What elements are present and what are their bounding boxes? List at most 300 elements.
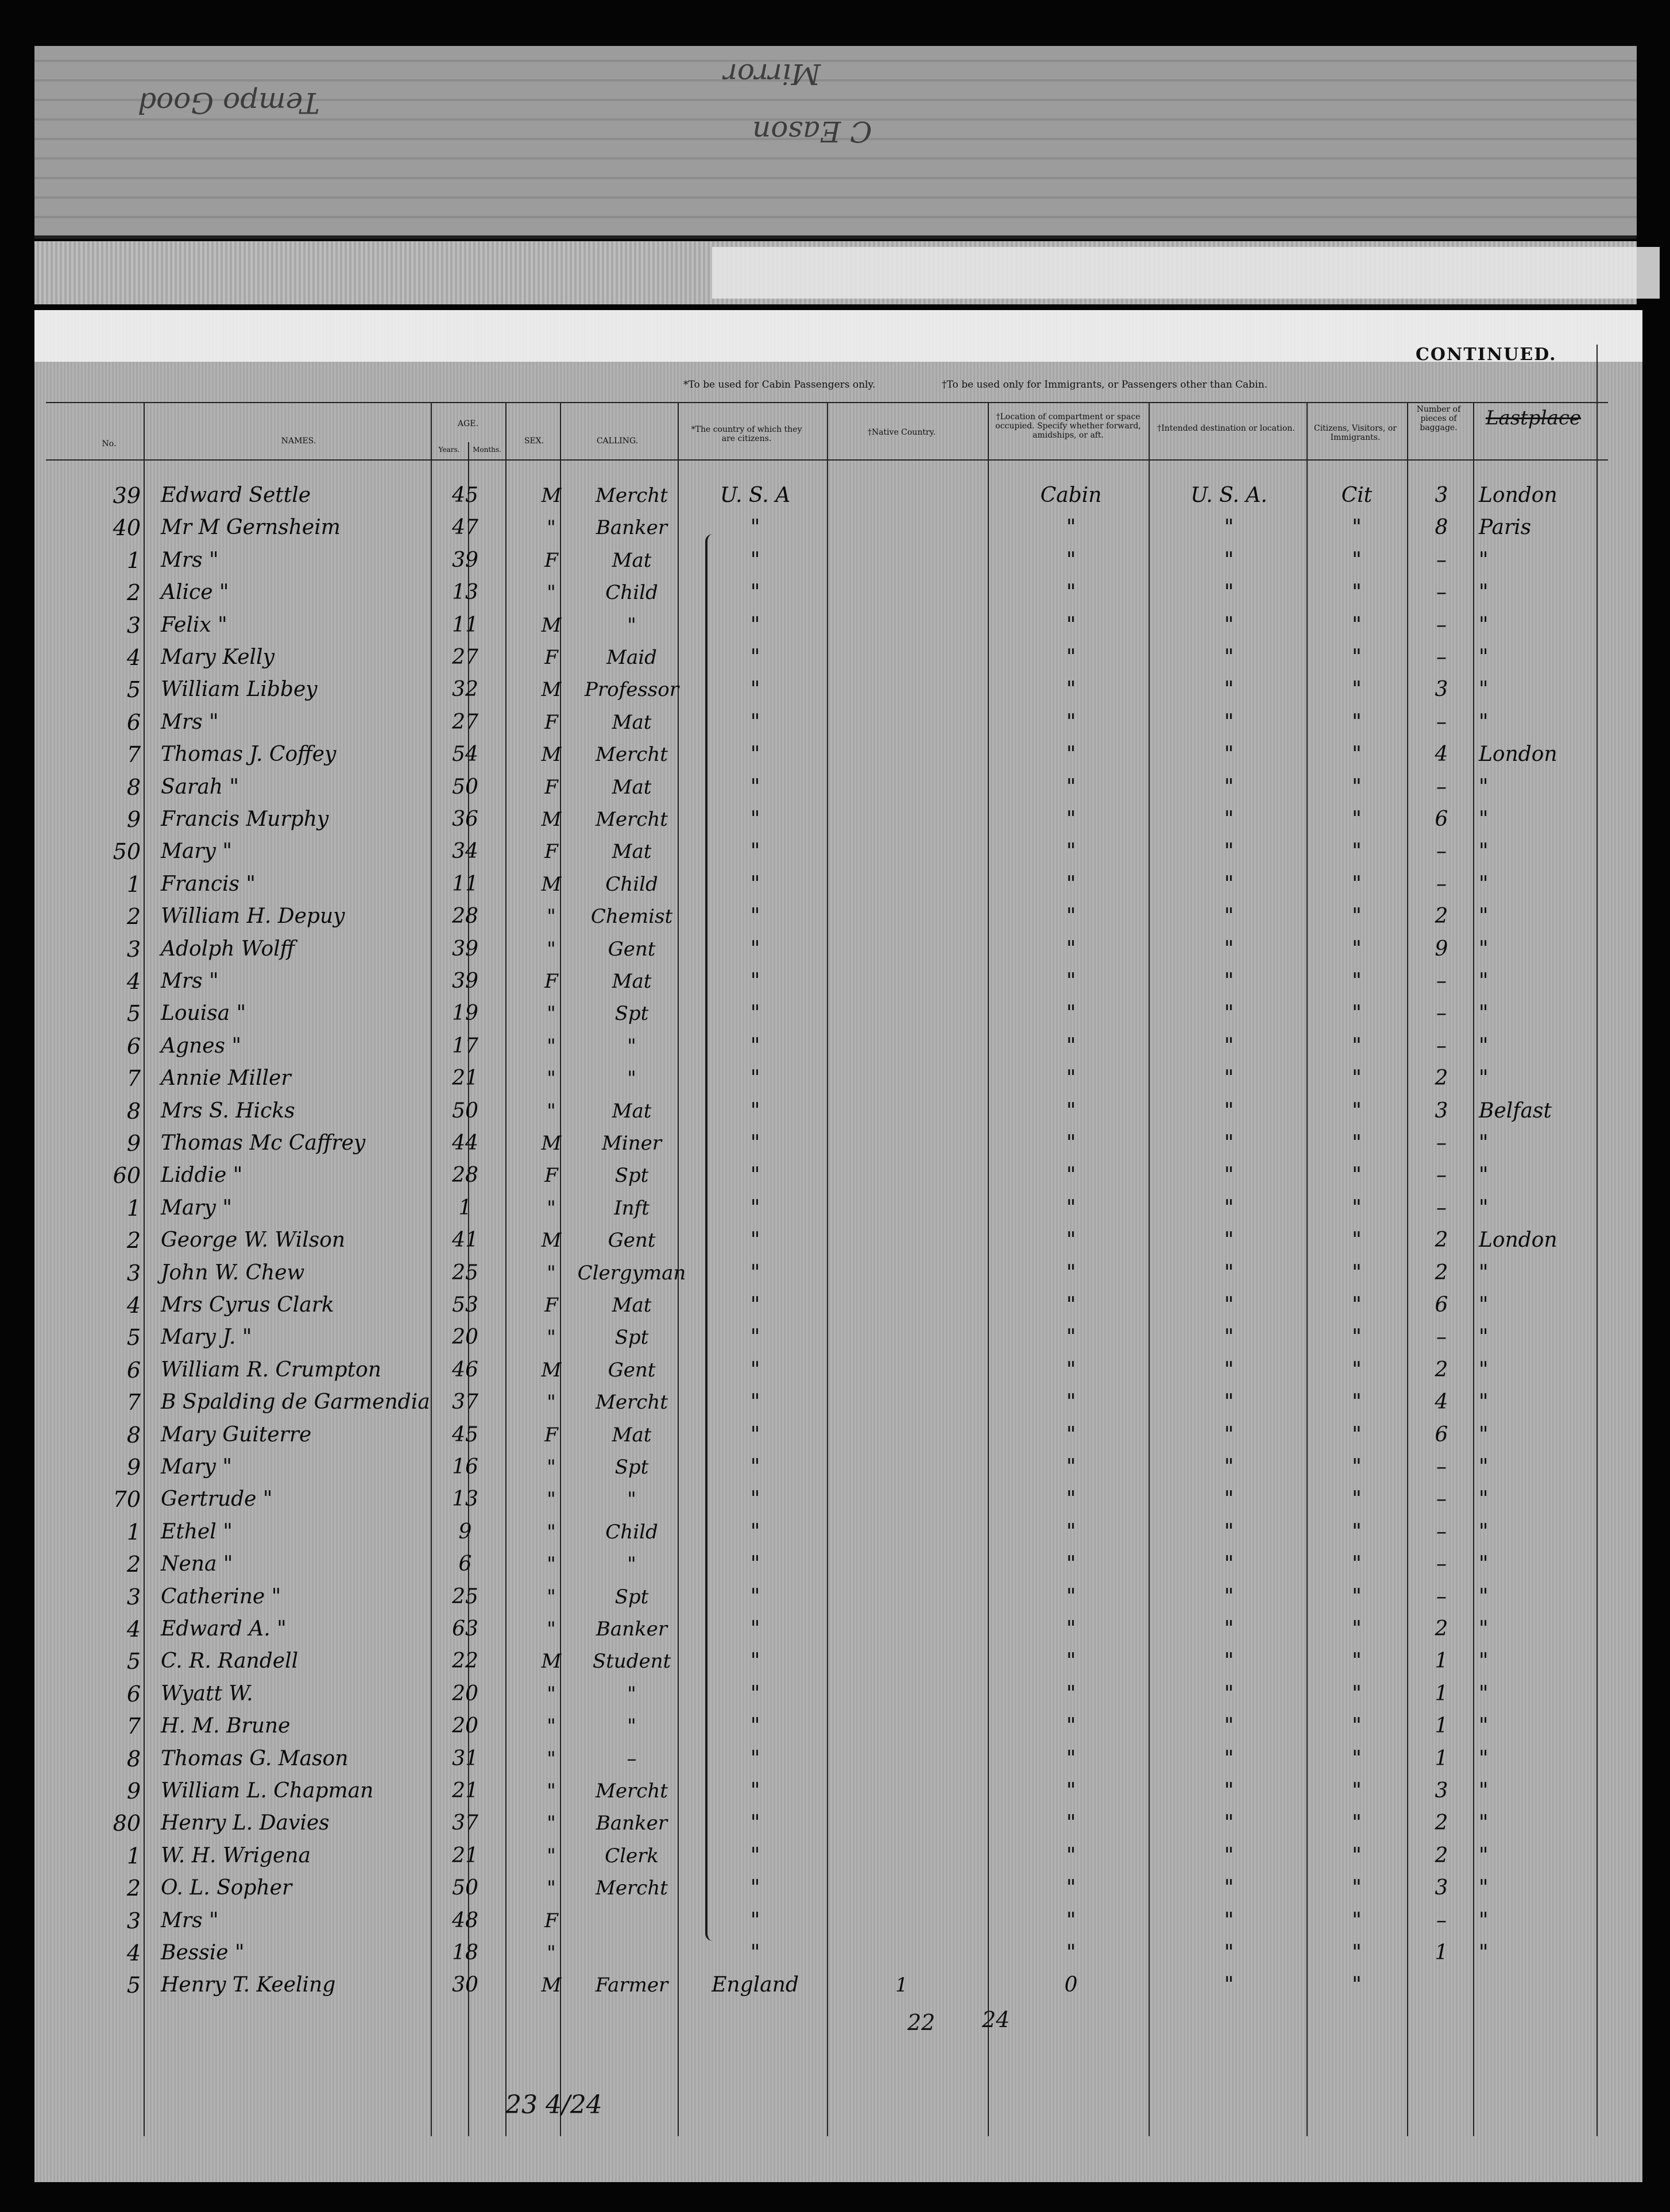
passenger-destination: " bbox=[1224, 1714, 1234, 1738]
row-number: 6 bbox=[126, 1681, 141, 1707]
passenger-sex: M bbox=[541, 1974, 562, 1997]
passenger-calling bbox=[574, 1905, 689, 1937]
table-row bbox=[0, 1937, 1670, 1969]
passenger-native-country bbox=[830, 1030, 973, 1062]
passenger-native-country bbox=[830, 933, 973, 965]
passenger-calling: Mercht bbox=[596, 1391, 668, 1414]
row-number: 7 bbox=[126, 742, 141, 767]
passenger-baggage: 3 bbox=[1435, 1779, 1448, 1803]
table-row bbox=[0, 1710, 1670, 1742]
row-number: 8 bbox=[126, 1099, 141, 1124]
table-row bbox=[0, 641, 1670, 674]
passenger-destination: " bbox=[1224, 807, 1234, 831]
passenger-citizenship: " bbox=[750, 1034, 760, 1058]
passenger-status: " bbox=[1352, 581, 1362, 604]
passenger-native-country bbox=[830, 674, 973, 706]
passenger-age: 1 bbox=[458, 1196, 472, 1220]
passenger-sex: " bbox=[547, 1391, 556, 1414]
passenger-name: Mrs S. Hicks bbox=[161, 1099, 295, 1123]
passenger-last-place: " bbox=[1479, 1487, 1489, 1511]
passenger-status: " bbox=[1352, 1358, 1362, 1382]
passenger-sex: " bbox=[547, 905, 556, 928]
passenger-native-country bbox=[830, 1613, 973, 1645]
passenger-sex: " bbox=[547, 1456, 556, 1479]
row-number: 80 bbox=[113, 1811, 141, 1836]
passenger-location: " bbox=[1066, 743, 1076, 766]
passenger-citizenship: " bbox=[750, 548, 760, 572]
passenger-native-country bbox=[830, 1289, 973, 1321]
col-destination: †Intended destination or location. bbox=[1157, 424, 1295, 433]
passenger-age: 39 bbox=[452, 937, 478, 961]
passenger-destination: " bbox=[1224, 1779, 1234, 1803]
passenger-name: Catherine " bbox=[161, 1585, 281, 1608]
passenger-status: " bbox=[1352, 1455, 1362, 1479]
table-row bbox=[0, 1419, 1670, 1451]
passenger-status: " bbox=[1352, 1876, 1362, 1900]
passenger-status: " bbox=[1352, 1390, 1362, 1414]
passenger-baggage: – bbox=[1436, 1487, 1447, 1511]
passenger-age: 11 bbox=[452, 613, 478, 637]
passenger-age: 19 bbox=[452, 1001, 478, 1025]
passenger-citizenship: " bbox=[750, 516, 760, 539]
table-row bbox=[0, 1127, 1670, 1159]
passenger-location: " bbox=[1066, 904, 1076, 928]
passenger-native-country bbox=[830, 1159, 973, 1192]
table-row bbox=[0, 1548, 1670, 1580]
passenger-status: " bbox=[1352, 613, 1362, 637]
passenger-citizenship: U. S. A bbox=[720, 484, 791, 507]
passenger-location: " bbox=[1066, 710, 1076, 734]
passenger-sex: F bbox=[544, 711, 558, 734]
passenger-citizenship: " bbox=[750, 1682, 760, 1706]
passenger-native-country bbox=[830, 1451, 973, 1483]
passenger-sex: " bbox=[547, 1780, 556, 1803]
passenger-status: " bbox=[1352, 1779, 1362, 1803]
passenger-name: Sarah " bbox=[161, 775, 239, 799]
passenger-destination: " bbox=[1224, 678, 1234, 701]
passenger-native-country bbox=[830, 1710, 973, 1742]
passenger-name: William R. Crumpton bbox=[161, 1358, 381, 1382]
flap-text-2: Mirror bbox=[724, 57, 821, 91]
passenger-calling: Farmer bbox=[595, 1974, 668, 1997]
col-months: Months. bbox=[473, 446, 501, 454]
row-number: 5 bbox=[126, 677, 141, 702]
passenger-calling: " bbox=[627, 614, 636, 637]
passenger-age: 21 bbox=[452, 1779, 478, 1803]
passenger-calling: Clergyman bbox=[577, 1262, 686, 1285]
passenger-destination: " bbox=[1224, 937, 1234, 961]
passenger-last-place: " bbox=[1479, 1358, 1489, 1382]
passenger-name: B Spalding de Garmendia bbox=[161, 1390, 430, 1414]
row-number: 4 bbox=[126, 1293, 141, 1318]
passenger-status: " bbox=[1352, 775, 1362, 799]
passenger-name: Liddie " bbox=[161, 1163, 243, 1187]
passenger-last-place: " bbox=[1479, 1552, 1489, 1576]
passenger-calling: Spt bbox=[614, 1164, 649, 1187]
passenger-status: " bbox=[1352, 710, 1362, 734]
passenger-name: O. L. Sopher bbox=[161, 1876, 292, 1900]
passenger-native-country bbox=[830, 900, 973, 933]
passenger-native-country bbox=[830, 1257, 973, 1289]
passenger-citizenship: " bbox=[750, 1261, 760, 1285]
passenger-location: " bbox=[1066, 1358, 1076, 1382]
passenger-sex: " bbox=[547, 1683, 556, 1706]
passenger-location: " bbox=[1066, 1682, 1076, 1706]
passenger-location: " bbox=[1066, 1455, 1076, 1479]
passenger-name: Thomas J. Coffey bbox=[161, 743, 337, 766]
passenger-location: " bbox=[1066, 1714, 1076, 1738]
passenger-destination: " bbox=[1224, 969, 1234, 993]
passenger-baggage: 1 bbox=[1435, 1682, 1448, 1706]
table-row bbox=[0, 868, 1670, 900]
passenger-destination: U. S. A. bbox=[1190, 484, 1267, 507]
passenger-destination: " bbox=[1224, 1455, 1234, 1479]
table-row bbox=[0, 1775, 1670, 1807]
passenger-destination: " bbox=[1224, 1682, 1234, 1706]
passenger-citizenship: " bbox=[750, 1358, 760, 1382]
passenger-last-place: " bbox=[1479, 1066, 1489, 1090]
passenger-native-country bbox=[830, 1321, 973, 1354]
table-row bbox=[0, 1872, 1670, 1904]
passenger-location: " bbox=[1066, 1034, 1076, 1058]
passenger-destination: " bbox=[1224, 1876, 1234, 1900]
bottom-tally: 23 4/24 bbox=[505, 2090, 602, 2120]
passenger-native-country bbox=[830, 577, 973, 609]
passenger-citizenship: " bbox=[750, 1163, 760, 1187]
passenger-native-country bbox=[830, 803, 973, 836]
table-row bbox=[0, 1354, 1670, 1386]
passenger-baggage: 2 bbox=[1435, 1228, 1448, 1252]
passenger-last-place: " bbox=[1479, 645, 1489, 669]
row-number: 3 bbox=[126, 1584, 141, 1610]
row-number: 3 bbox=[126, 937, 141, 962]
passenger-age: 20 bbox=[452, 1714, 478, 1738]
passenger-sex: " bbox=[547, 1067, 556, 1090]
passenger-calling: Banker bbox=[596, 1812, 668, 1835]
passenger-citizenship: " bbox=[750, 710, 760, 734]
passenger-baggage: 6 bbox=[1435, 807, 1448, 831]
passenger-age: 46 bbox=[452, 1358, 478, 1382]
passenger-calling: " bbox=[627, 1035, 636, 1058]
passenger-calling: Mat bbox=[612, 776, 652, 799]
passenger-baggage: 9 bbox=[1435, 937, 1448, 961]
passenger-last-place: " bbox=[1479, 1520, 1489, 1544]
passenger-status: " bbox=[1352, 1163, 1362, 1187]
table-row bbox=[0, 674, 1670, 706]
table-row bbox=[0, 1451, 1670, 1483]
passenger-destination: " bbox=[1224, 1163, 1234, 1187]
row-number: 2 bbox=[126, 1228, 141, 1253]
passenger-baggage: – bbox=[1436, 548, 1447, 572]
passenger-native-country bbox=[830, 1581, 973, 1613]
passenger-location: " bbox=[1066, 1876, 1076, 1900]
row-number: 4 bbox=[126, 969, 141, 994]
passenger-native-country bbox=[830, 1386, 973, 1418]
passenger-last-place: London bbox=[1479, 484, 1557, 507]
passenger-name: Francis Murphy bbox=[161, 807, 329, 831]
passenger-last-place: " bbox=[1479, 1390, 1489, 1414]
passenger-sex: M bbox=[541, 873, 562, 896]
passenger-location: " bbox=[1066, 1293, 1076, 1317]
passenger-calling: Gent bbox=[608, 1359, 656, 1382]
row-number: 6 bbox=[126, 1358, 141, 1383]
passenger-destination: " bbox=[1224, 1099, 1234, 1123]
passenger-calling: Mat bbox=[612, 840, 652, 863]
passenger-status: " bbox=[1352, 1325, 1362, 1349]
passenger-native-country bbox=[830, 479, 973, 512]
passenger-citizenship: " bbox=[750, 1909, 760, 1932]
passenger-citizenship: " bbox=[750, 1131, 760, 1155]
table-row bbox=[0, 1969, 1670, 2001]
passenger-calling: Child bbox=[605, 1521, 658, 1544]
passenger-calling: Gent bbox=[608, 1229, 656, 1252]
table-row bbox=[0, 1581, 1670, 1613]
passenger-calling: Professor bbox=[585, 678, 679, 701]
passenger-status: " bbox=[1352, 1066, 1362, 1090]
passenger-age: 21 bbox=[452, 1844, 478, 1867]
passenger-calling: Mat bbox=[612, 970, 652, 993]
table-row bbox=[0, 771, 1670, 803]
passenger-calling: Chemist bbox=[590, 905, 673, 928]
passenger-status: " bbox=[1352, 904, 1362, 928]
passenger-calling: Spt bbox=[614, 1002, 649, 1025]
passenger-citizenship: " bbox=[750, 872, 760, 896]
passenger-location: " bbox=[1066, 1585, 1076, 1608]
passenger-location: " bbox=[1066, 1520, 1076, 1544]
passenger-calling: Mercht bbox=[596, 808, 668, 831]
passenger-native-country bbox=[830, 1937, 973, 1969]
passenger-name: John W. Chew bbox=[161, 1261, 305, 1285]
passenger-location: " bbox=[1066, 1811, 1076, 1835]
row-number: 8 bbox=[126, 1746, 141, 1772]
row-number: 1 bbox=[126, 548, 141, 573]
passenger-status: " bbox=[1352, 872, 1362, 896]
passenger-location: " bbox=[1066, 1001, 1076, 1025]
passenger-native-country bbox=[830, 836, 973, 868]
table-row bbox=[0, 965, 1670, 997]
passenger-native-country bbox=[830, 738, 973, 771]
passenger-native-country bbox=[830, 1419, 973, 1451]
passenger-location: " bbox=[1066, 613, 1076, 637]
passenger-baggage: 4 bbox=[1435, 743, 1448, 766]
passenger-name: Mary Guiterre bbox=[161, 1423, 312, 1447]
passenger-sex: M bbox=[541, 678, 562, 701]
passenger-last-place: " bbox=[1479, 937, 1489, 961]
passenger-baggage: – bbox=[1436, 1131, 1447, 1155]
passenger-calling: – bbox=[627, 1747, 637, 1770]
passenger-age: 20 bbox=[452, 1682, 478, 1706]
passenger-name: Mr M Gernsheim bbox=[161, 516, 341, 539]
passenger-age: 9 bbox=[458, 1520, 472, 1544]
table-row bbox=[0, 1062, 1670, 1095]
passenger-sex: " bbox=[547, 1715, 556, 1738]
passenger-destination: " bbox=[1224, 904, 1234, 928]
passenger-baggage: – bbox=[1436, 775, 1447, 799]
passenger-native-country bbox=[830, 1678, 973, 1710]
passenger-sex: F bbox=[544, 1909, 558, 1932]
passenger-name: Ethel " bbox=[161, 1520, 233, 1544]
passenger-location: " bbox=[1066, 516, 1076, 539]
col-no: No. bbox=[102, 439, 117, 448]
passenger-baggage: – bbox=[1436, 1520, 1447, 1544]
table-row bbox=[0, 1224, 1670, 1256]
passenger-name: Henry L. Davies bbox=[161, 1811, 330, 1835]
passenger-baggage: 2 bbox=[1435, 904, 1448, 928]
passenger-calling: Mat bbox=[612, 549, 652, 572]
passenger-destination: " bbox=[1224, 1617, 1234, 1641]
row-number: 2 bbox=[126, 1875, 141, 1901]
passenger-destination: " bbox=[1224, 1001, 1234, 1025]
col-native: †Native Country. bbox=[867, 428, 936, 437]
row-number: 1 bbox=[126, 1843, 141, 1869]
passenger-location: 0 bbox=[1064, 1973, 1078, 1997]
passenger-citizenship: " bbox=[750, 613, 760, 637]
passenger-calling: Mat bbox=[612, 1100, 652, 1123]
table-row bbox=[0, 803, 1670, 836]
passenger-name: Agnes " bbox=[161, 1034, 242, 1058]
passenger-last-place: " bbox=[1479, 1941, 1489, 1964]
passenger-age: 17 bbox=[452, 1034, 478, 1058]
passenger-age: 25 bbox=[452, 1261, 478, 1285]
passenger-location: " bbox=[1066, 1617, 1076, 1641]
passenger-calling: Child bbox=[605, 873, 658, 896]
passenger-name: Bessie " bbox=[161, 1941, 245, 1964]
passenger-location: " bbox=[1066, 1066, 1076, 1090]
passenger-calling: Mat bbox=[612, 1294, 652, 1317]
passenger-status: " bbox=[1352, 548, 1362, 572]
passenger-location: " bbox=[1066, 1552, 1076, 1576]
passenger-last-place: " bbox=[1479, 1455, 1489, 1479]
passenger-name: W. H. Wrigena bbox=[161, 1844, 311, 1867]
passenger-last-place: " bbox=[1479, 1196, 1489, 1220]
passenger-citizenship: " bbox=[750, 1585, 760, 1608]
passenger-location: " bbox=[1066, 1099, 1076, 1123]
passenger-sex: " bbox=[547, 1553, 556, 1576]
passenger-baggage: 8 bbox=[1435, 516, 1448, 539]
passenger-native-country bbox=[830, 965, 973, 997]
passenger-citizenship: " bbox=[750, 1811, 760, 1835]
table-row bbox=[0, 836, 1670, 868]
passenger-citizenship: " bbox=[750, 969, 760, 993]
passenger-age: 47 bbox=[452, 516, 478, 539]
passenger-last-place: " bbox=[1479, 969, 1489, 993]
passenger-name: Gertrude " bbox=[161, 1487, 273, 1511]
passenger-citizenship: " bbox=[750, 581, 760, 604]
passenger-sex: F bbox=[544, 1164, 558, 1187]
passenger-sex: F bbox=[544, 549, 558, 572]
passenger-calling: Maid bbox=[606, 646, 657, 669]
passenger-status: " bbox=[1352, 1487, 1362, 1511]
passenger-native-country bbox=[830, 1743, 973, 1775]
passenger-status: " bbox=[1352, 516, 1362, 539]
passenger-citizenship: " bbox=[750, 1779, 760, 1803]
passenger-age: 34 bbox=[452, 840, 478, 863]
passenger-location: " bbox=[1066, 1228, 1076, 1252]
passenger-name: Mrs Cyrus Clark bbox=[161, 1293, 334, 1317]
table-row bbox=[0, 1386, 1670, 1418]
passenger-sex: F bbox=[544, 646, 558, 669]
passenger-status: " bbox=[1352, 1293, 1362, 1317]
passenger-calling: " bbox=[627, 1488, 636, 1511]
passenger-location: " bbox=[1066, 969, 1076, 993]
passenger-baggage: 2 bbox=[1435, 1617, 1448, 1641]
passenger-last-place: " bbox=[1479, 1261, 1489, 1285]
passenger-citizenship: " bbox=[750, 1390, 760, 1414]
passenger-location: " bbox=[1066, 775, 1076, 799]
passenger-name: Louisa " bbox=[161, 1001, 246, 1025]
passenger-status: " bbox=[1352, 1099, 1362, 1123]
row-number: 9 bbox=[126, 1455, 141, 1480]
passenger-baggage: 1 bbox=[1435, 1649, 1448, 1673]
passenger-native-country bbox=[830, 1807, 973, 1839]
passenger-destination: " bbox=[1224, 840, 1234, 863]
passenger-citizenship: " bbox=[750, 1196, 760, 1220]
passenger-native-country bbox=[830, 1905, 973, 1937]
col-cvi: Citizens, Visitors, or Immigrants. bbox=[1313, 424, 1397, 442]
passenger-citizenship: " bbox=[750, 1844, 760, 1867]
passenger-last-place: London bbox=[1479, 1228, 1557, 1252]
passenger-location: " bbox=[1066, 1779, 1076, 1803]
col-years: Years. bbox=[438, 446, 460, 454]
passenger-baggage: 2 bbox=[1435, 1811, 1448, 1835]
passenger-calling: Spt bbox=[614, 1585, 649, 1608]
passenger-calling: Mercht bbox=[596, 1780, 668, 1803]
table-row bbox=[0, 738, 1670, 771]
passenger-sex: " bbox=[547, 1585, 556, 1608]
passenger-calling: Clerk bbox=[605, 1844, 659, 1867]
passenger-destination: " bbox=[1224, 1261, 1234, 1285]
passenger-age: 39 bbox=[452, 548, 478, 572]
passenger-sex: M bbox=[541, 1229, 562, 1252]
passenger-age: 50 bbox=[452, 1099, 478, 1123]
passenger-status: " bbox=[1352, 969, 1362, 993]
passenger-status: " bbox=[1352, 1649, 1362, 1673]
passenger-baggage: – bbox=[1436, 1001, 1447, 1025]
passenger-native-country bbox=[830, 1095, 973, 1127]
passenger-sex: " bbox=[547, 516, 556, 539]
table-row bbox=[0, 609, 1670, 641]
table-row bbox=[0, 1905, 1670, 1937]
table-row bbox=[0, 1321, 1670, 1354]
passenger-destination: " bbox=[1224, 775, 1234, 799]
passenger-last-place: London bbox=[1479, 743, 1557, 766]
row-number: 50 bbox=[113, 839, 141, 864]
passenger-location: " bbox=[1066, 1649, 1076, 1673]
col-names: NAMES. bbox=[281, 436, 316, 446]
passenger-name: William Libbey bbox=[161, 678, 318, 701]
passenger-destination: " bbox=[1224, 1552, 1234, 1576]
passenger-sex: M bbox=[541, 484, 562, 507]
passenger-sex: " bbox=[547, 1262, 556, 1285]
row-number: 5 bbox=[126, 1325, 141, 1350]
passenger-age: 21 bbox=[452, 1066, 478, 1090]
passenger-destination: " bbox=[1224, 1585, 1234, 1608]
passenger-destination: " bbox=[1224, 1747, 1234, 1770]
passenger-last-place: " bbox=[1479, 1163, 1489, 1187]
passenger-citizenship: " bbox=[750, 1001, 760, 1025]
passenger-baggage: – bbox=[1436, 840, 1447, 863]
passenger-location: " bbox=[1066, 937, 1076, 961]
passenger-last-place: " bbox=[1479, 581, 1489, 604]
passenger-native-country bbox=[830, 1354, 973, 1386]
passenger-name: Mrs " bbox=[161, 710, 219, 734]
passenger-location: " bbox=[1066, 840, 1076, 863]
passenger-destination: " bbox=[1224, 1973, 1234, 1997]
row-number: 40 bbox=[113, 515, 141, 540]
passenger-age: 53 bbox=[452, 1293, 478, 1317]
row-number: 6 bbox=[126, 1034, 141, 1059]
table-row bbox=[0, 1192, 1670, 1224]
